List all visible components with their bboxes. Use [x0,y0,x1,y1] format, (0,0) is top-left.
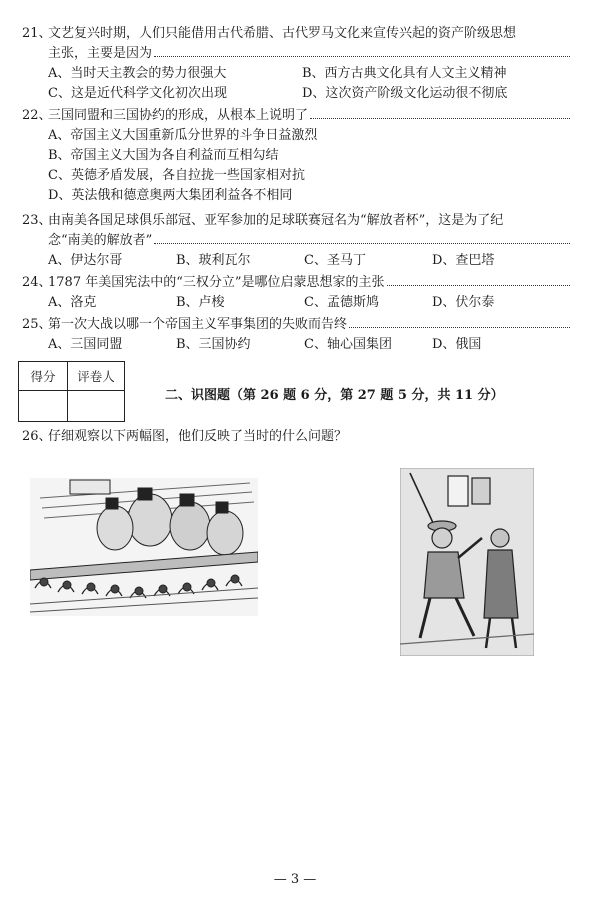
question-number: 25、 [22,317,52,332]
option-d: D、伏尔泰 [432,295,495,310]
score-table [18,361,125,422]
question-21 [22,24,572,104]
score-label: 得分 [19,362,68,391]
answer-leader-dots [349,327,570,328]
option-c: C、英德矛盾发展，各自拉拢一些国家相对抗 [48,168,305,183]
question-22 [22,106,572,206]
question-stem: 第一次大战以哪一个帝国主义军事集团的失败而告终 [48,317,348,332]
question-number: 26、 [22,429,52,444]
cartoon-image-left [30,478,258,616]
option-b: B、三国协约 [176,337,251,352]
question-stem: 由南美各国足球俱乐部冠、亚军参加的足球联赛冠名为“解放者杯”，这是为了纪 [48,213,504,228]
answer-leader-dots [310,118,570,119]
question-number: 21、 [22,26,52,41]
question-stem-continued: 念“南美的解放者” [48,233,153,248]
answer-leader-dots [154,56,570,57]
section-title: 二、识图题（第 26 题 6 分，第 27 题 5 分，共 11 分） [165,388,504,403]
option-a: A、伊达尔哥 [48,253,123,268]
grader-label: 评卷人 [68,362,125,391]
question-23 [22,211,572,271]
score-cell [19,391,68,422]
option-d: D、这次资产阶级文化运动很不彻底 [302,86,508,101]
question-25 [22,315,572,355]
option-d: D、查巴塔 [432,253,495,268]
answer-leader-dots [387,285,570,286]
question-stem: 仔细观察以下两幅图，他们反映了当时的什么问题？ [48,429,348,444]
answer-leader-dots [154,243,570,244]
question-stem: 文艺复兴时期，人们只能借用古代希腊、古代罗马文化来宣传兴起的资产阶级思想 [48,26,517,41]
option-d: D、英法俄和德意奥两大集团利益各不相同 [48,188,293,203]
option-a: A、三国同盟 [48,337,123,352]
question-24 [22,273,572,313]
option-d: D、俄国 [432,337,482,352]
question-number: 24、 [22,275,52,290]
question-stem: 1787 年美国宪法中的“三权分立”是哪位启蒙思想家的主张 [48,275,385,290]
question-number: 22、 [22,108,52,123]
option-b: B、卢梭 [176,295,225,310]
option-a: A、洛克 [48,295,97,310]
option-b: B、帝国主义大国为各自利益而互相勾结 [48,148,279,163]
question-stem-continued: 主张，主要是因为 [48,46,153,61]
grader-cell [68,391,125,422]
illustration-image-right [400,468,534,656]
page-number: — 3 — [273,872,317,887]
option-b: B、西方古典文化具有人文主义精神 [302,66,507,81]
option-c: C、圣马丁 [304,253,366,268]
option-c: C、这是近代科学文化初次出现 [48,86,227,101]
option-c: C、轴心国集团 [304,337,392,352]
option-a: A、帝国主义大国重新瓜分世界的斗争日益激烈 [48,128,318,143]
question-stem: 三国同盟和三国协约的形成，从根本上说明了 [48,108,309,123]
option-c: C、孟德斯鸠 [304,295,379,310]
option-b: B、玻利瓦尔 [176,253,251,268]
question-number: 23、 [22,213,52,228]
option-a: A、当时天主教会的势力很强大 [48,66,227,81]
question-26 [22,427,572,447]
